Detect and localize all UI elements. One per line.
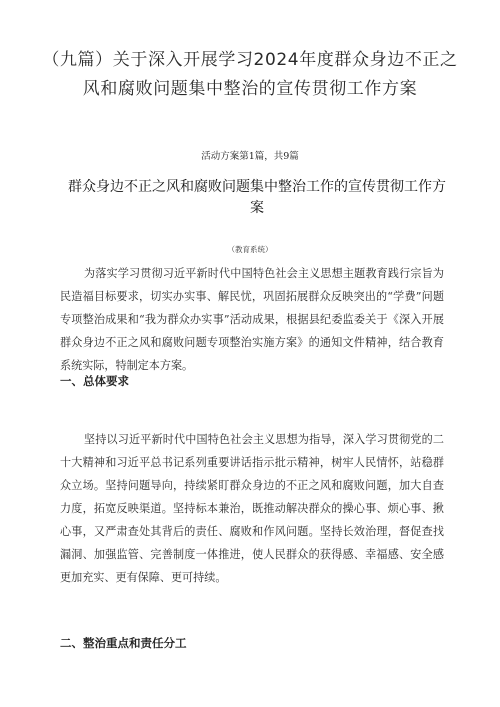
- article-subtitle: （教育系统）: [227, 245, 273, 254]
- section-heading-general-requirements: 一、总体要求: [60, 374, 129, 388]
- article-title: 群众身边不正之风和腐败问题集中整治工作的宣传贯彻工作方案: [68, 179, 446, 216]
- article-meta: 活动方案第1篇，共9篇: [201, 151, 299, 162]
- intro-paragraph: 为落实学习贯彻习近平新时代中国特色社会主义思想主题教育践行宗旨为民造福目标要求，切实办实事、解民忧，巩固拓展群众反映突出的“学费”问题专项整治成果和“我为群众办实事”活动成果，根据县纪委监委关于《深入开展群众身边不正之风和腐败问题专项整治实施方案》的通知文件精神，结合教育系统实际，特制定本方案。: [60, 267, 444, 372]
- section-heading-rectification-focus: 二、整治重点和责任分工: [60, 636, 187, 650]
- document-title: （九篇）关于深入开展学习2024年度群众身边不正之风和腐败问题集中整治的宣传贯彻工作方案: [42, 50, 458, 99]
- general-requirements-paragraph: 坚持以习近平新时代中国特色社会主义思想为指导，深入学习贯彻党的二十大精神和习近平总书记系列重要讲话指示批示精神，树牢人民情怀，站稳群众立场。坚持问题导向，持续紧盯群众身边的不正之风和腐败问题，加大自查力度，拓宽反映渠道。坚持标本兼治，既推动解决群众的操心事、烦心事、揪心事，又严肃查处其背后的责任、腐败和作风问题。坚持长效治理，督促查找漏洞、加强监管、完善制度一体推进，使人民群众的获得感、幸福感、安全感更加充实、更有保障、更可持续。: [60, 433, 444, 584]
